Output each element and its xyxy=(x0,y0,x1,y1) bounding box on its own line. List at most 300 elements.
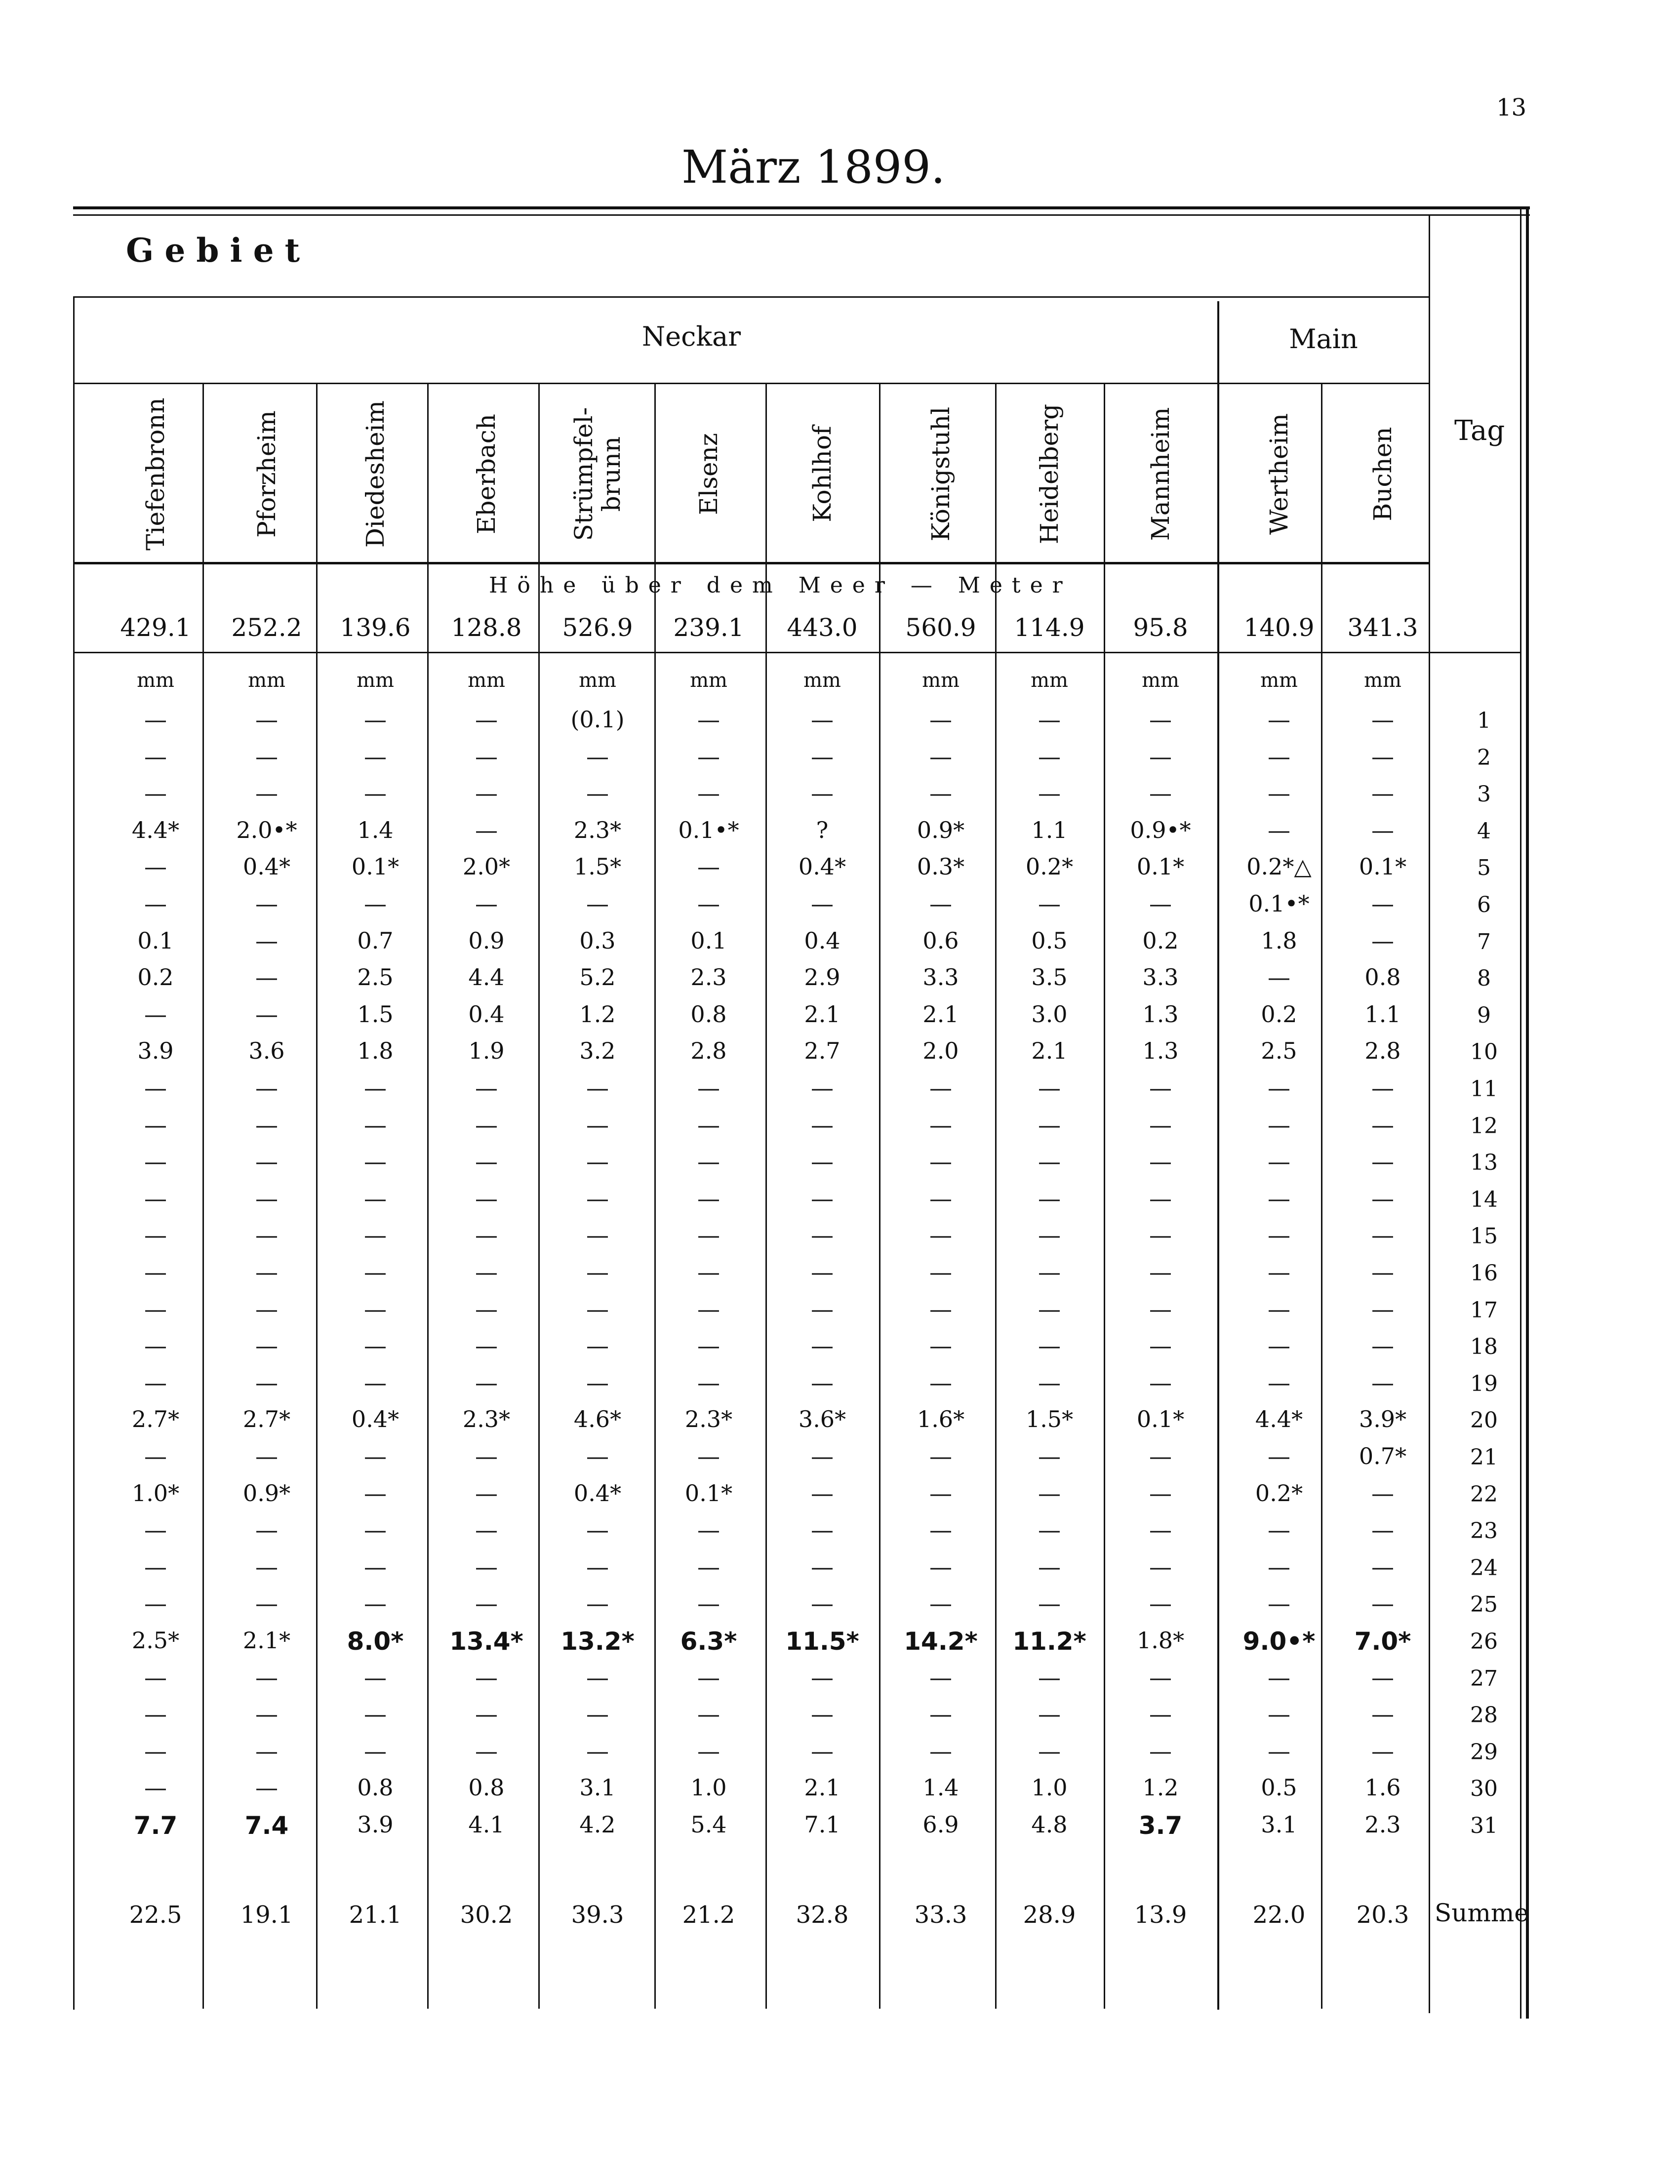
table-cell: — xyxy=(1371,1664,1394,1691)
table-cell: — xyxy=(475,1148,498,1175)
table-cell: — xyxy=(586,1369,609,1396)
table-cell: — xyxy=(1038,706,1061,733)
table-cell: — xyxy=(255,1222,278,1249)
table-cell: — xyxy=(364,1516,387,1544)
table-cell: 0.2 xyxy=(137,964,174,991)
table-cell: — xyxy=(144,1553,167,1580)
table-cell: — xyxy=(475,1332,498,1359)
table-cell: — xyxy=(811,1443,834,1469)
table-cell: 2.5 xyxy=(1261,1037,1297,1065)
table-cell: — xyxy=(364,1443,387,1469)
table-cell: — xyxy=(697,1332,720,1359)
table-cell: 2.3 xyxy=(1364,1811,1401,1838)
table-cell: — xyxy=(586,1737,609,1764)
table-cell: — xyxy=(475,816,498,843)
table-cell: — xyxy=(1038,1185,1061,1212)
unit-label: mm xyxy=(468,669,505,692)
unit-label: mm xyxy=(922,669,960,692)
elevation-value: 128.8 xyxy=(451,613,522,642)
table-cell: — xyxy=(697,780,720,807)
left-border xyxy=(73,296,75,2010)
table-cell: — xyxy=(586,1443,609,1469)
page-number: 13 xyxy=(1496,94,1527,121)
group-neckar: Neckar xyxy=(641,321,741,352)
table-cell: — xyxy=(697,1295,720,1322)
table-cell: 11.2* xyxy=(1012,1627,1086,1656)
table-cell: 1.6 xyxy=(1364,1774,1401,1801)
table-cell: — xyxy=(255,927,278,954)
table-cell: — xyxy=(1371,706,1394,733)
day-number: 5 xyxy=(1477,855,1491,881)
table-cell: — xyxy=(364,1332,387,1359)
unit-label: mm xyxy=(248,669,285,692)
table-cell: — xyxy=(1149,1443,1172,1469)
table-cell: — xyxy=(255,1553,278,1580)
table-cell: 1.0* xyxy=(131,1479,180,1507)
table-cell: — xyxy=(255,1000,278,1028)
day-number: 22 xyxy=(1470,1481,1498,1507)
table-cell: — xyxy=(586,1664,609,1691)
table-cell: 0.9 xyxy=(468,927,505,954)
table-cell: — xyxy=(697,890,720,917)
day-number: 1 xyxy=(1477,708,1491,733)
tag-header: Tag xyxy=(1454,415,1505,447)
table-cell: — xyxy=(144,853,167,880)
table-cell: — xyxy=(475,1516,498,1544)
table-cell: — xyxy=(255,1295,278,1322)
table-cell: 3.0 xyxy=(1031,1000,1068,1028)
table-cell: — xyxy=(1038,1222,1061,1249)
table-cell: 2.7* xyxy=(242,1406,291,1433)
table-cell: — xyxy=(1268,1222,1290,1249)
table-cell: — xyxy=(811,1222,834,1249)
table-cell: — xyxy=(811,1259,834,1285)
day-number: 30 xyxy=(1470,1776,1498,1802)
table-cell: — xyxy=(1038,780,1061,807)
table-cell: — xyxy=(1371,1369,1394,1396)
right-border-b xyxy=(1520,206,1521,2019)
table-cell: — xyxy=(1149,890,1172,917)
table-cell: — xyxy=(1268,1664,1290,1691)
table-cell: — xyxy=(364,706,387,733)
station-label: Elsenz xyxy=(694,433,723,516)
table-cell: — xyxy=(1371,890,1394,917)
table-cell: — xyxy=(364,1479,387,1507)
table-cell: 14.2* xyxy=(904,1627,978,1656)
table-cell: 0.2* xyxy=(1255,1479,1303,1507)
table-cell: 0.1 xyxy=(690,927,727,954)
table-cell: — xyxy=(1371,1737,1394,1764)
table-cell: 0.8 xyxy=(1364,964,1401,991)
sum-value: 13.9 xyxy=(1134,1901,1187,1929)
table-cell: — xyxy=(586,1259,609,1285)
table-cell: — xyxy=(811,1479,834,1507)
table-cell: — xyxy=(1371,1222,1394,1249)
table-cell: 1.2 xyxy=(1142,1774,1179,1801)
table-cell: 0.2*△ xyxy=(1246,853,1312,880)
table-cell: — xyxy=(1038,1553,1061,1580)
table-cell: — xyxy=(1371,1148,1394,1175)
sum-value: 28.9 xyxy=(1023,1901,1076,1929)
table-cell: — xyxy=(1371,1332,1394,1359)
table-cell: 2.3* xyxy=(462,1406,511,1433)
column-divider xyxy=(765,384,767,2009)
table-cell: — xyxy=(144,890,167,917)
table-cell: — xyxy=(697,1516,720,1544)
elevation-value: 95.8 xyxy=(1133,613,1188,642)
table-cell: — xyxy=(1149,1516,1172,1544)
unit-label: mm xyxy=(690,669,727,692)
table-cell: 2.9 xyxy=(804,964,840,991)
table-cell: — xyxy=(475,1185,498,1212)
table-cell: — xyxy=(1038,1111,1061,1138)
table-cell: — xyxy=(364,890,387,917)
table-cell: — xyxy=(586,1332,609,1359)
table-cell: — xyxy=(1149,1148,1172,1175)
table-cell: 0.1* xyxy=(1136,853,1185,880)
table-cell: — xyxy=(1149,1590,1172,1617)
table-cell: — xyxy=(929,1259,952,1285)
table-cell: 2.8 xyxy=(690,1037,727,1065)
day-number: 20 xyxy=(1470,1408,1498,1433)
table-cell: 1.5* xyxy=(1025,1406,1074,1433)
top-double-rule-b xyxy=(73,214,1530,216)
table-cell: — xyxy=(1268,964,1290,991)
sum-value: 33.3 xyxy=(914,1901,967,1929)
table-cell: — xyxy=(1038,1590,1061,1617)
table-cell: 2.5* xyxy=(131,1627,180,1654)
day-number: 9 xyxy=(1477,1002,1491,1028)
unit-label: mm xyxy=(1364,669,1401,692)
table-cell: 3.5 xyxy=(1031,964,1068,991)
table-cell: — xyxy=(586,1516,609,1544)
table-cell: 2.5 xyxy=(357,964,394,991)
table-cell: — xyxy=(929,1443,952,1469)
table-cell: — xyxy=(586,743,609,770)
day-number: 17 xyxy=(1470,1297,1498,1323)
table-cell: — xyxy=(1268,1295,1290,1322)
table-cell: 0.2 xyxy=(1142,927,1179,954)
table-cell: — xyxy=(1268,1074,1290,1101)
table-cell: — xyxy=(1371,1516,1394,1544)
table-cell: — xyxy=(364,780,387,807)
table-cell: — xyxy=(1149,1259,1172,1285)
table-cell: — xyxy=(255,890,278,917)
table-cell: — xyxy=(144,1590,167,1617)
table-cell: — xyxy=(586,1590,609,1617)
table-cell: — xyxy=(586,1185,609,1212)
table-cell: 0.6 xyxy=(922,927,959,954)
table-cell: 13.2* xyxy=(560,1627,635,1656)
table-cell: — xyxy=(364,1148,387,1175)
table-cell: — xyxy=(1268,780,1290,807)
elevation-caption: Höhe über dem Meer — Meter xyxy=(489,573,1072,598)
table-cell: — xyxy=(475,1295,498,1322)
table-cell: — xyxy=(364,1590,387,1617)
unit-label: mm xyxy=(137,669,174,692)
station-label: Diedesheim xyxy=(361,400,390,548)
tag-elevation-rule xyxy=(1429,652,1520,653)
table-cell: — xyxy=(144,1148,167,1175)
table-cell: 4.2 xyxy=(579,1811,616,1838)
sum-label: Summe xyxy=(1435,1899,1529,1927)
table-cell: — xyxy=(1268,1185,1290,1212)
table-cell: 0.8 xyxy=(468,1774,505,1801)
table-cell: — xyxy=(697,1222,720,1249)
table-cell: — xyxy=(1371,1553,1394,1580)
table-cell: — xyxy=(364,1701,387,1728)
station-bottom-rule xyxy=(73,562,1429,564)
table-cell: — xyxy=(475,706,498,733)
table-cell: — xyxy=(697,1369,720,1396)
table-cell: 0.4* xyxy=(798,853,846,880)
table-cell: — xyxy=(1149,1074,1172,1101)
day-number: 18 xyxy=(1470,1334,1498,1360)
table-cell: — xyxy=(811,1295,834,1322)
table-cell: 0.3 xyxy=(579,927,616,954)
table-cell: — xyxy=(929,1295,952,1322)
table-cell: 0.1•* xyxy=(678,816,739,843)
table-cell: — xyxy=(255,1185,278,1212)
table-cell: 0.4* xyxy=(242,853,291,880)
table-cell: — xyxy=(929,1222,952,1249)
table-cell: 1.5* xyxy=(573,853,622,880)
table-cell: — xyxy=(1371,1074,1394,1101)
top-double-rule-a xyxy=(73,206,1530,209)
table-cell: — xyxy=(475,1479,498,1507)
group-divider xyxy=(1217,301,1219,2010)
sum-value: 39.3 xyxy=(571,1901,624,1929)
table-cell: — xyxy=(697,1664,720,1691)
table-cell: — xyxy=(697,1701,720,1728)
sum-value: 20.3 xyxy=(1356,1901,1409,1929)
table-cell: — xyxy=(255,1516,278,1544)
table-cell: 2.3 xyxy=(690,964,727,991)
table-cell: — xyxy=(364,1185,387,1212)
table-cell: — xyxy=(255,1369,278,1396)
sum-value: 22.5 xyxy=(129,1901,182,1929)
table-cell: — xyxy=(144,1295,167,1322)
table-cell: — xyxy=(364,1369,387,1396)
table-cell: — xyxy=(364,1111,387,1138)
table-cell: — xyxy=(1268,743,1290,770)
table-cell: 3.9 xyxy=(357,1811,394,1838)
table-cell: — xyxy=(929,1369,952,1396)
table-cell: 4.1 xyxy=(468,1811,505,1838)
table-cell: — xyxy=(1038,1737,1061,1764)
day-number: 29 xyxy=(1470,1739,1498,1765)
table-cell: — xyxy=(697,1148,720,1175)
table-cell: 2.7* xyxy=(131,1406,180,1433)
column-divider xyxy=(1104,384,1105,2009)
table-cell: 3.9 xyxy=(137,1037,174,1065)
day-number: 11 xyxy=(1470,1076,1498,1102)
day-number: 21 xyxy=(1470,1445,1498,1470)
table-cell: — xyxy=(811,1553,834,1580)
table-cell: — xyxy=(929,1553,952,1580)
table-cell: 1.9 xyxy=(468,1037,505,1065)
table-cell: 4.4* xyxy=(131,816,180,843)
table-cell: — xyxy=(811,1664,834,1691)
table-cell: — xyxy=(144,1774,167,1801)
elevation-value: 252.2 xyxy=(231,613,302,642)
table-cell: 1.1 xyxy=(1031,816,1068,843)
elevation-bottom-rule xyxy=(73,652,1429,653)
table-cell: — xyxy=(144,1074,167,1101)
table-cell: 0.1•* xyxy=(1248,890,1310,917)
table-cell: 1.4 xyxy=(922,1774,959,1801)
table-cell: — xyxy=(475,743,498,770)
table-cell: — xyxy=(364,1295,387,1322)
table-cell: — xyxy=(1149,706,1172,733)
day-number: 14 xyxy=(1470,1187,1498,1212)
table-cell: 11.5* xyxy=(785,1627,859,1656)
table-cell: — xyxy=(1268,1111,1290,1138)
table-cell: 5.4 xyxy=(690,1811,727,1838)
elevation-value: 429.1 xyxy=(120,613,191,642)
table-cell: — xyxy=(1149,1185,1172,1212)
table-cell: — xyxy=(144,1185,167,1212)
table-cell: — xyxy=(255,1664,278,1691)
table-cell: — xyxy=(1371,1701,1394,1728)
table-cell: 0.9* xyxy=(242,1479,291,1507)
day-number: 19 xyxy=(1470,1371,1498,1396)
table-cell: 0.7* xyxy=(1359,1443,1407,1469)
table-cell: — xyxy=(1038,1443,1061,1469)
station-label: Strümpfel- brunn xyxy=(569,407,626,541)
table-cell: 1.8 xyxy=(1261,927,1297,954)
table-cell: — xyxy=(144,743,167,770)
table-cell: — xyxy=(255,964,278,991)
table-cell: — xyxy=(364,1664,387,1691)
table-cell: — xyxy=(1038,1516,1061,1544)
table-cell: — xyxy=(1268,1516,1290,1544)
table-cell: — xyxy=(255,706,278,733)
table-cell: 1.4 xyxy=(357,816,394,843)
table-cell: 2.3* xyxy=(573,816,622,843)
day-number: 6 xyxy=(1477,892,1491,917)
table-cell: — xyxy=(1038,1148,1061,1175)
table-cell: 0.4 xyxy=(804,927,840,954)
table-cell: — xyxy=(1149,1332,1172,1359)
table-cell: — xyxy=(1149,780,1172,807)
table-cell: — xyxy=(475,1259,498,1285)
table-cell: — xyxy=(697,853,720,880)
day-number: 3 xyxy=(1477,782,1491,807)
table-cell: — xyxy=(929,780,952,807)
unit-label: mm xyxy=(1031,669,1068,692)
table-cell: — xyxy=(929,890,952,917)
elevation-value: 341.3 xyxy=(1347,613,1418,642)
table-cell: 1.0 xyxy=(690,1774,727,1801)
table-cell: — xyxy=(697,1737,720,1764)
elevation-value: 114.9 xyxy=(1014,613,1085,642)
table-cell: — xyxy=(255,1590,278,1617)
day-number: 26 xyxy=(1470,1629,1498,1654)
table-cell: 3.1 xyxy=(579,1774,616,1801)
table-cell: — xyxy=(1149,1664,1172,1691)
table-cell: — xyxy=(1038,1295,1061,1322)
table-cell: — xyxy=(1268,1369,1290,1396)
table-cell: 1.8 xyxy=(357,1037,394,1065)
table-cell: — xyxy=(1268,816,1290,843)
table-cell: — xyxy=(1038,1332,1061,1359)
table-cell: — xyxy=(475,1111,498,1138)
table-cell: 0.7 xyxy=(357,927,394,954)
table-cell: 4.6* xyxy=(573,1406,622,1433)
table-cell: — xyxy=(255,1148,278,1175)
table-cell: — xyxy=(364,743,387,770)
table-cell: 0.4* xyxy=(351,1406,400,1433)
table-cell: — xyxy=(475,1590,498,1617)
table-cell: — xyxy=(586,1074,609,1101)
table-cell: — xyxy=(1371,1259,1394,1285)
table-cell: 2.1 xyxy=(1031,1037,1068,1065)
day-number: 23 xyxy=(1470,1518,1498,1544)
table-cell: 2.1 xyxy=(804,1000,840,1028)
table-cell: 2.7 xyxy=(804,1037,840,1065)
elevation-value: 139.6 xyxy=(340,613,411,642)
station-label: Heidelberg xyxy=(1035,403,1064,545)
table-cell: — xyxy=(811,1590,834,1617)
table-cell: — xyxy=(1268,1553,1290,1580)
table-cell: — xyxy=(697,1111,720,1138)
table-cell: 0.4 xyxy=(468,1000,505,1028)
table-cell: — xyxy=(1149,1295,1172,1322)
station-label: Mannheim xyxy=(1146,407,1175,541)
table-cell: — xyxy=(255,743,278,770)
day-number: 7 xyxy=(1477,929,1491,954)
table-cell: 2.0•* xyxy=(236,816,297,843)
table-cell: — xyxy=(1268,1443,1290,1469)
table-cell: — xyxy=(475,1222,498,1249)
table-cell: — xyxy=(1038,743,1061,770)
table-cell: 0.1 xyxy=(137,927,174,954)
table-cell: — xyxy=(1268,1701,1290,1728)
table-cell: — xyxy=(811,1148,834,1175)
day-number: 2 xyxy=(1477,745,1491,770)
table-cell: 6.9 xyxy=(922,1811,959,1838)
day-number: 28 xyxy=(1470,1703,1498,1728)
table-cell: 0.1* xyxy=(1136,1406,1185,1433)
table-cell: 3.3 xyxy=(922,964,959,991)
table-cell: 4.4 xyxy=(468,964,505,991)
table-cell: — xyxy=(1371,780,1394,807)
unit-label: mm xyxy=(357,669,394,692)
table-cell: — xyxy=(697,743,720,770)
table-cell: 1.5 xyxy=(357,1000,394,1028)
table-cell: — xyxy=(255,780,278,807)
table-cell: — xyxy=(1149,1111,1172,1138)
table-cell: — xyxy=(1038,1701,1061,1728)
table-cell: — xyxy=(144,1369,167,1396)
table-cell: 1.1 xyxy=(1364,1000,1401,1028)
table-cell: 4.4* xyxy=(1255,1406,1303,1433)
table-cell: 0.5 xyxy=(1031,927,1068,954)
day-number: 12 xyxy=(1470,1113,1498,1139)
table-cell: — xyxy=(255,1332,278,1359)
table-cell: — xyxy=(475,1074,498,1101)
right-border-a xyxy=(1526,206,1529,2019)
table-cell: — xyxy=(811,1737,834,1764)
table-cell: — xyxy=(929,1664,952,1691)
table-cell: — xyxy=(586,1295,609,1322)
table-cell: — xyxy=(586,780,609,807)
table-cell: — xyxy=(475,1664,498,1691)
station-label: Kohlhof xyxy=(808,426,837,522)
table-cell: — xyxy=(697,1074,720,1101)
station-label: Eberbach xyxy=(472,413,501,535)
